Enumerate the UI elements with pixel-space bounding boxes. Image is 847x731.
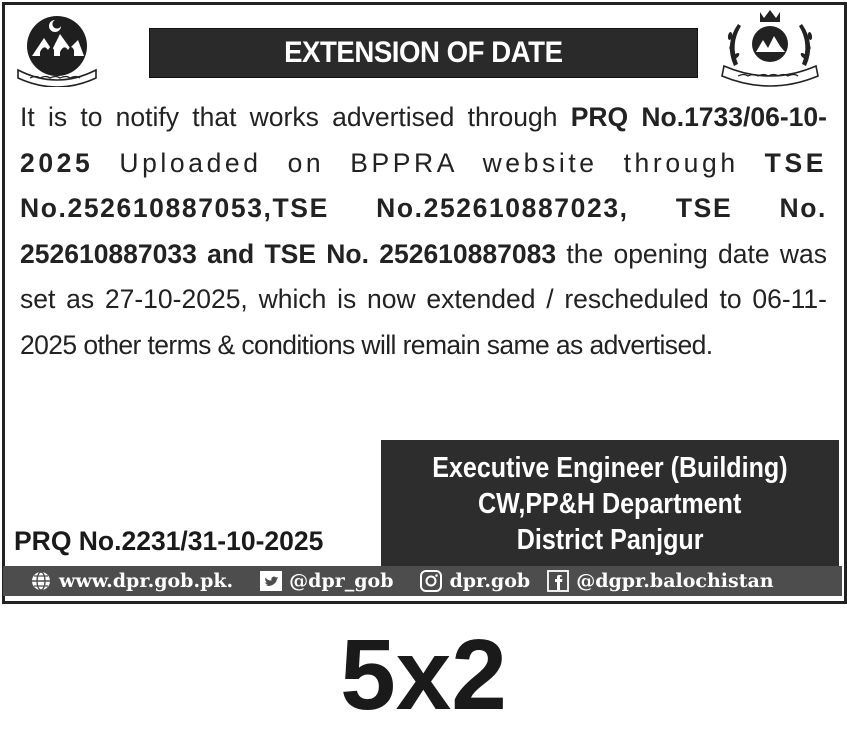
signatory-title: Executive Engineer (Building) [432,451,788,484]
footer-twitter[interactable] [259,570,393,592]
body-line-3: No.252610887053,TSE No.252610887023, TSE No. [20,193,827,223]
footer-website[interactable] [29,570,233,592]
prq-number: PRQ No.2231/31-10-2025 [14,526,324,556]
title-banner [149,28,698,78]
tse-label: TSE [764,147,827,178]
prq-year: 2025 [20,147,94,178]
instagram-handle[interactable]: dpr.gob [449,570,531,592]
body-text-1a: It is to notify that works advertised through [20,102,571,132]
signatory-department: CW,PP&H Department [478,487,742,520]
twitter-handle[interactable]: @dpr_gob [289,570,394,592]
body-text-4b: the opening date was [556,238,827,269]
website-link[interactable]: www.dpr.gob.pk. [59,570,234,592]
footer-facebook[interactable] [546,570,773,592]
tse-numbers: 252610887033 and TSE No. 252610887083 [20,238,557,269]
twitter-icon [259,570,283,592]
notice-body [20,95,827,368]
footer-bar [3,566,842,596]
body-line-4 [20,232,827,278]
signatory-box [381,440,839,567]
body-line-5: set as 27-10-2025, which is now extended / rescheduled to 06-11- [20,284,827,314]
body-text-2b: Uploaded on BPPRA website through [93,147,765,178]
body-line-2 [20,141,827,187]
globe-icon [29,570,53,592]
page-title: EXTENSION OF DATE [284,36,563,69]
footer-instagram[interactable] [419,570,530,592]
facebook-handle[interactable]: @dgpr.balochistan [576,570,774,592]
facebook-icon [546,570,570,592]
signatory-district: District Panjgur [516,523,704,556]
prq-reference: PRQ No.1733/06-10- [570,102,827,132]
balochistan-emblem-icon [10,12,105,87]
instagram-icon [419,570,443,592]
dgpr-emblem-icon [714,6,826,88]
body-line-6: 2025 other terms & conditions will remain same as advertised. [20,329,713,360]
ad-size-label: 5x2 [340,619,507,731]
body-line-1 [20,95,827,141]
